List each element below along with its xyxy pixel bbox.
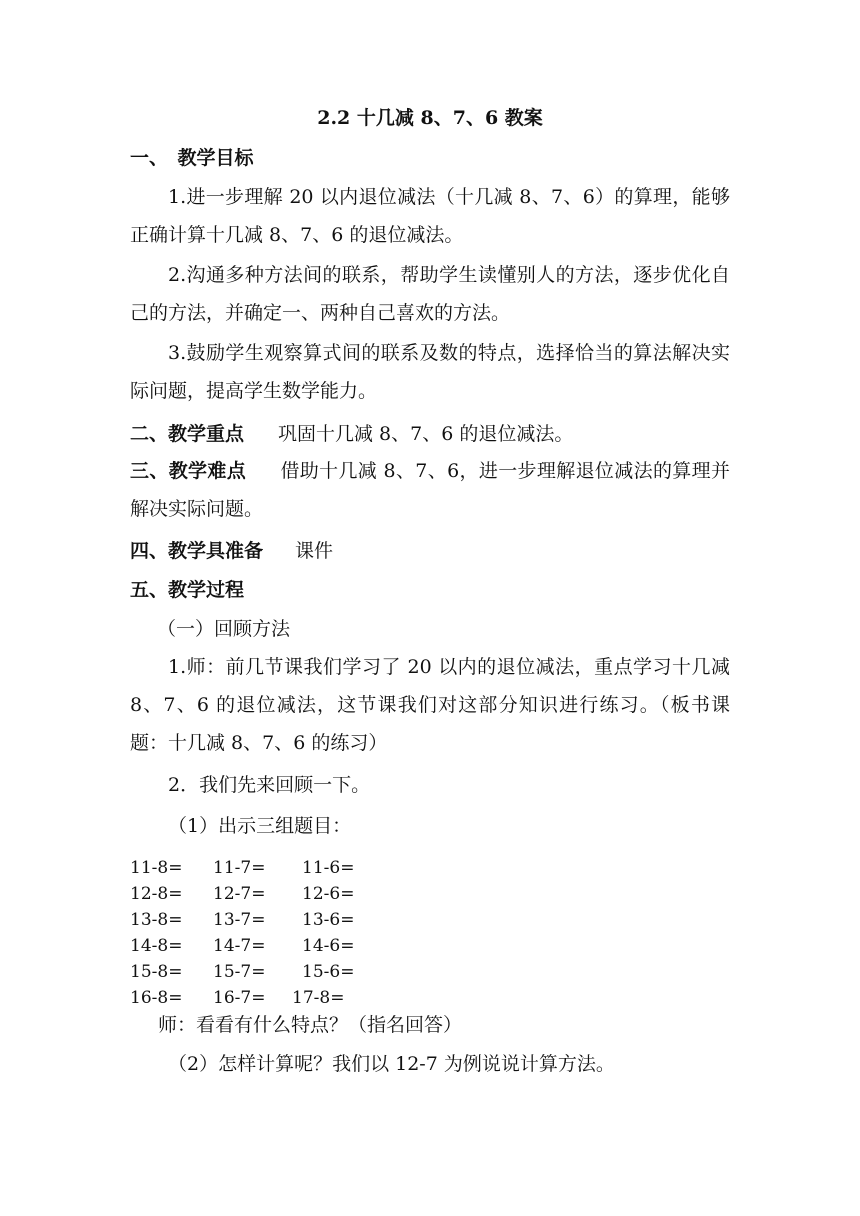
equation: 15-6= [302,962,355,982]
page-title: 2.2 十几减 8、7、6 教案 [317,107,543,129]
equation: 13-7= [213,910,266,930]
goal-paragraph-1: 1.进一步理解 20 以内退位减法（十几减 8、7、6）的算理，能够正确计算十几减 8、7、6 的退位减法。 [130,186,730,246]
difficulties-text: 借助十几减 8、7、6，进一步理解退位减法的算理并解决实际问题。 [130,460,730,520]
equation: 13-6= [302,910,355,930]
equation: 14-7= [213,936,266,956]
materials-text: 课件 [295,540,334,562]
section-heading-materials: 四、教学具准备 [130,540,264,562]
section-heading-difficulties: 三、教学难点 [130,460,247,482]
process-paragraph-2: 2．我们先来回顾一下。 [168,774,371,796]
equation: 11-7= [213,858,266,878]
section-difficulties [130,452,730,528]
equation: 15-7= [213,962,266,982]
equation: 16-8= [130,988,183,1008]
section-heading-goals: 一、 教学目标 [130,147,254,169]
subsection-review: （一）回顾方法 [157,618,291,640]
process-paragraph-3: （1）出示三组题目： [168,815,352,837]
section-heading-key-points: 二、教学重点 [130,423,245,445]
equation: 17-8= [292,988,345,1008]
section-materials [130,539,333,563]
process-paragraph-5: （2）怎样计算呢？我们以 12-7 为例说说计算方法。 [168,1053,615,1075]
section-key-points [130,422,573,446]
process-paragraph-4: 师：看看有什么特点？（指名回答） [158,1014,463,1036]
equation: 12-7= [213,884,266,904]
section-heading-process: 五、教学过程 [130,579,245,601]
goal-paragraph-2: 2.沟通多种方法间的联系，帮助学生读懂别人的方法，逐步优化自己的方法，并确定一、两种自己喜欢的方法。 [130,264,730,324]
equation: 11-8= [130,858,183,878]
equation: 14-6= [302,936,355,956]
equation: 14-8= [130,936,183,956]
equation: 12-8= [130,884,183,904]
process-paragraph-1: 1.师：前几节课我们学习了 20 以内的退位减法，重点学习十几减 8、7、6 的退位减法，这节课我们对这部分知识进行练习。（板书课题：十几减 8、7、6 的练习） [130,656,730,754]
equation: 13-8= [130,910,183,930]
equation: 15-8= [130,962,183,982]
equation: 11-6= [302,858,355,878]
equation: 12-6= [302,884,355,904]
goal-paragraph-3: 3.鼓励学生观察算式间的联系及数的特点，选择恰当的算法解决实际问题，提高学生数学能力。 [130,342,730,402]
key-points-text: 巩固十几减 8、7、6 的退位减法。 [278,423,574,445]
equation: 16-7= [213,988,266,1008]
